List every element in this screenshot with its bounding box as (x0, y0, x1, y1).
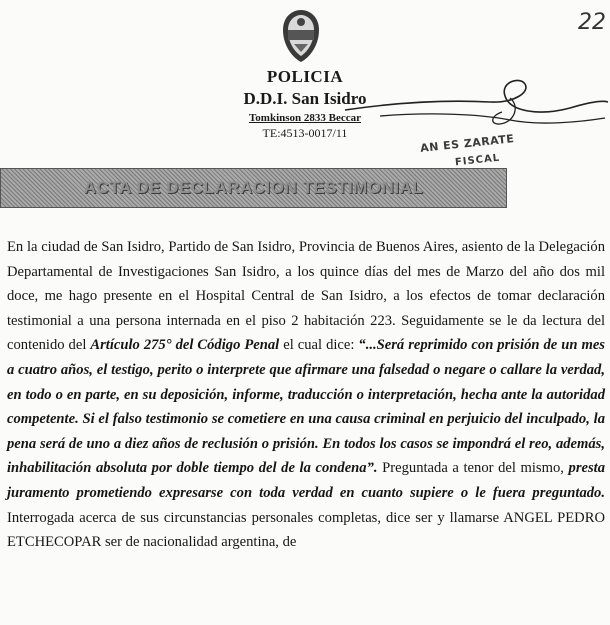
phone-number: TE:4513-0017/11 (262, 126, 348, 140)
document-title: ACTA DE DECLARACION TESTIMONIAL (83, 178, 424, 197)
body-paragraph (7, 235, 605, 555)
address: Tomkinson 2833 Beccar (248, 112, 362, 124)
handwritten-signature (340, 72, 610, 142)
article-reference: Artículo 275° del Código Penal (90, 337, 280, 354)
body-text-intro: En la ciudad de San Isidro, Partido de San Isidro, Provincia de Buenos Aires, asiento de la Delegación Departamental de Investigaciones San Isidro, a los quince días del mes de Marzo del año dos mil doce, me hago presente en el Hospital Central de San Isidro, a los efectos de tomar declaración testimonial a una persona internada en el piso 2 habitación 223. Seguidamente se le da lectura del contenido del (7, 239, 605, 354)
article-quote: “...Será reprimido con prisión de un mes a cuatro años, el testigo, perito o interprete que afirmare una falsedad o negare o callare la verdad, en todo o en parte, en su deposición, informe, traducción o interpretación, hecha ante la autoridad competente. Si el falso testimonio se cometiere en una causa criminal en perjuicio del inculpado, la pena será de uno a diez años de reclusión o prisión. En todos los casos se impondrá el reo, además, inhabilitación absoluta por doble tiempo del de la condena”. (7, 337, 605, 477)
body-text-connector: el cual dice: (279, 337, 359, 354)
oath-statement: presta juramento prometiendo expresarse con toda verdad en cuanto supiere o le fuera preguntado. (7, 460, 606, 501)
police-seal-icon (279, 8, 323, 64)
body-text-question: Preguntada a tenor del mismo, (377, 460, 569, 477)
title-banner (0, 168, 507, 208)
stamp-name: AN ES ZARATE (419, 132, 515, 155)
organization-name: POLICIA (266, 67, 344, 86)
body-text-personal: Interrogada acerca de sus circunstancias personales completas, dice ser y llamarse ANGEL PEDRO ETCHECOPAR ser de nacionalidad argentina, de (7, 509, 605, 551)
department-name: D.D.I. San Isidro (243, 89, 367, 108)
stamp-role: FISCAL (454, 152, 501, 169)
page-number: 22 (578, 10, 606, 35)
